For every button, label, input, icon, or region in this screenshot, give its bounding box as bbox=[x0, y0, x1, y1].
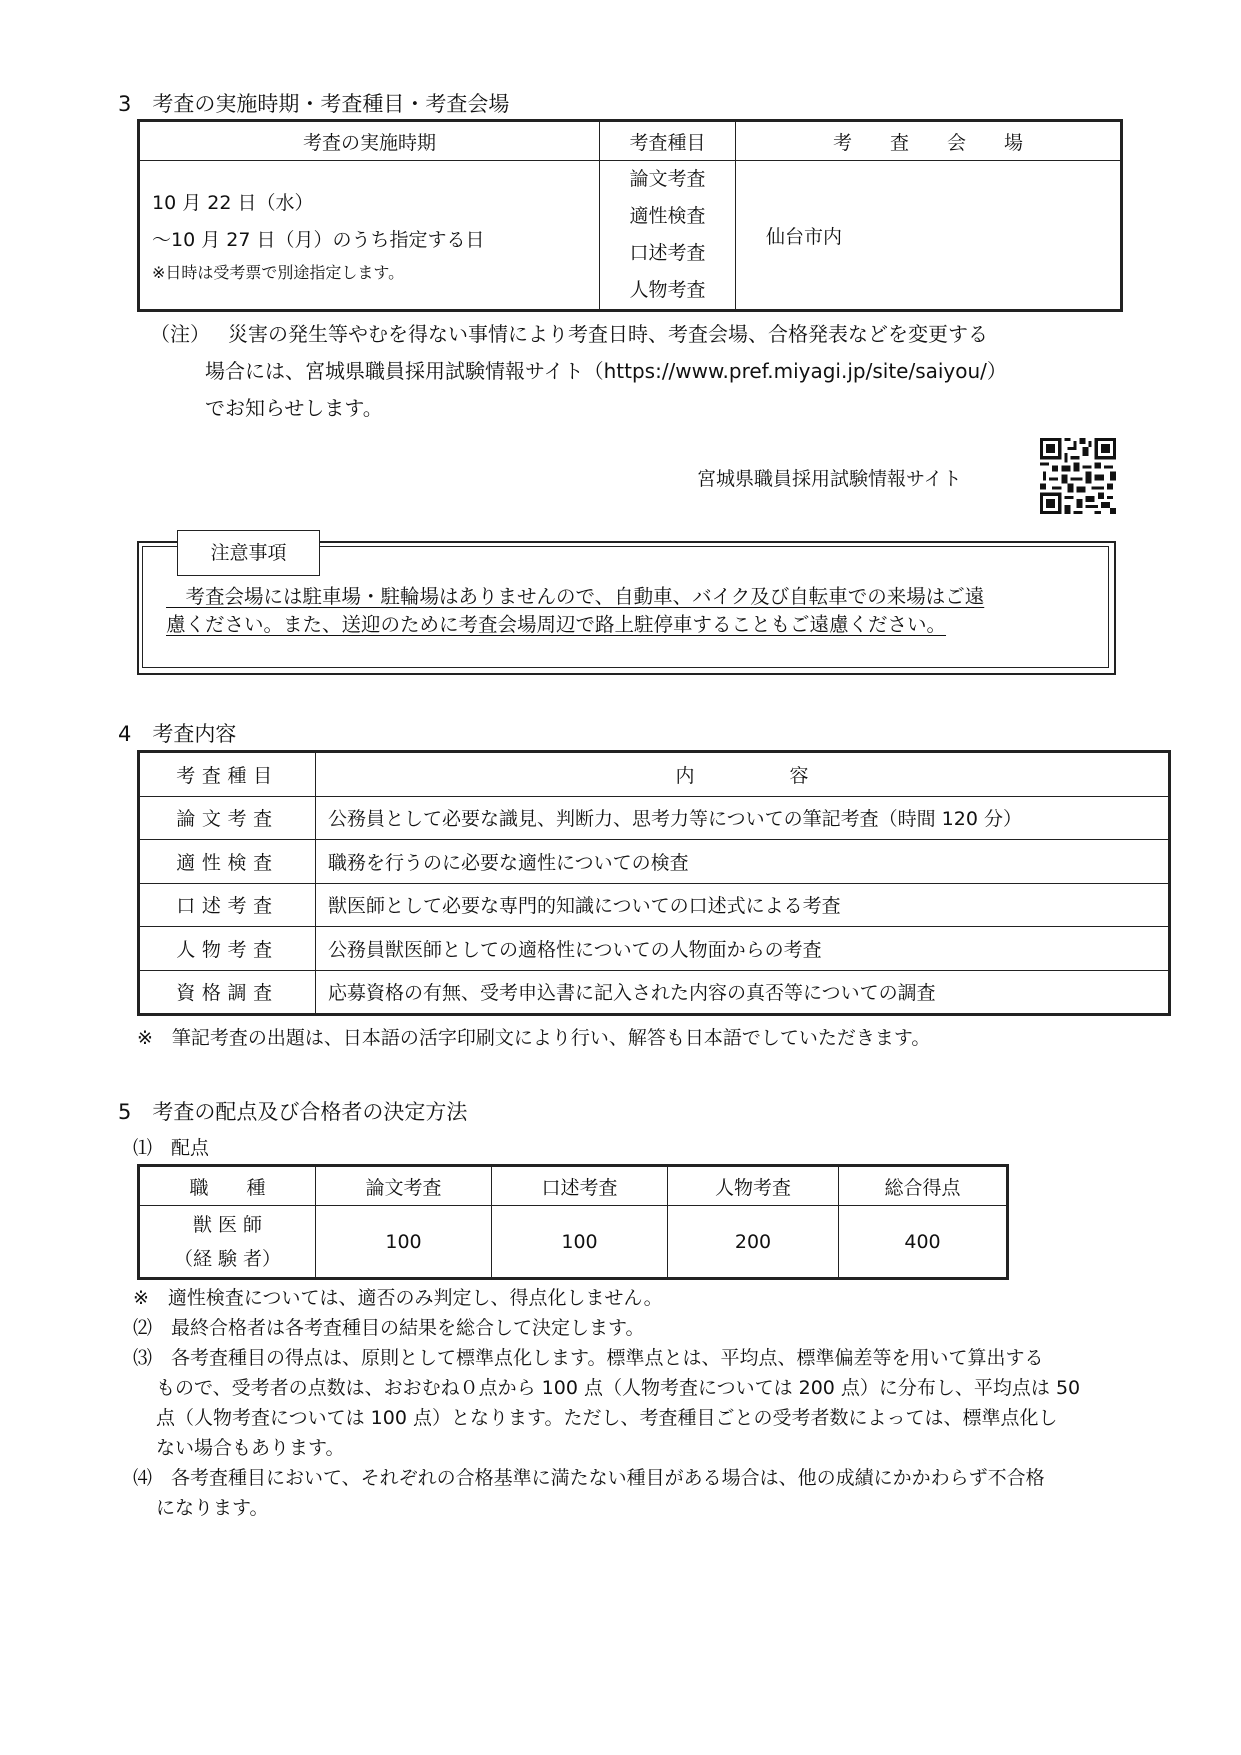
type-item: 論文考査 bbox=[629, 168, 706, 190]
row-type: 適性検査 bbox=[140, 840, 316, 884]
section-4-note: ※ 筆記考査の出題は、日本語の活字印刷文により行い、解答も日本語でしていただきます。 bbox=[137, 1027, 931, 1049]
site-caption: 宮城県職員採用試験情報サイト bbox=[697, 468, 962, 490]
notice-label: 注意事項 bbox=[177, 530, 320, 576]
row-type: 資格調査 bbox=[140, 970, 316, 1014]
score-oral: 100 bbox=[492, 1206, 668, 1278]
type-item: 適性検査 bbox=[629, 205, 706, 227]
period-note: ※日時は受考票で別途指定します。 bbox=[152, 262, 405, 282]
section-5-heading: 5 考査の配点及び合格者の決定方法 bbox=[118, 1100, 468, 1124]
score-personal: 200 bbox=[668, 1206, 839, 1278]
col-essay-header: 論文考査 bbox=[316, 1167, 492, 1206]
period-line1: 10 月 22 日（水） bbox=[152, 191, 314, 214]
period-cell bbox=[140, 161, 600, 310]
col-content-header: 内 容 bbox=[316, 753, 1169, 797]
type-item: 人物考査 bbox=[629, 279, 706, 301]
job-cell bbox=[140, 1206, 316, 1278]
col-period-header: 考査の実施時期 bbox=[140, 122, 600, 161]
note-line3: でお知らせします。 bbox=[205, 396, 383, 420]
table-row bbox=[140, 796, 1169, 840]
note-line2: 場合には、宮城県職員採用試験情報サイト（https://www.pref.miyagi.jp/site/saiyou/） bbox=[205, 359, 1007, 383]
qr-code-icon[interactable] bbox=[1040, 438, 1116, 514]
score-total: 400 bbox=[839, 1206, 1007, 1278]
paragraph-2: ⑵ 最終合格者は各考査種目の結果を総合して決定します。 bbox=[133, 1317, 645, 1339]
paragraph-3-line4: ない場合もあります。 bbox=[156, 1437, 345, 1459]
note-line1: 災害の発生等やむを得ない事情により考査日時、考査会場、合格発表などを変更する bbox=[228, 322, 988, 346]
notice-line2: 慮ください。また、送迎のために考査会場周辺で路上駐停車することもご遠慮ください。 bbox=[166, 613, 947, 636]
row-content: 公務員獣医師としての適格性についての人物面からの考査 bbox=[316, 927, 1169, 971]
row-content: 公務員として必要な識見、判断力、思考力等についての筆記考査（時間 120 分） bbox=[316, 796, 1169, 840]
row-content: 応募資格の有無、受考申込書に記入された内容の真否等についての調査 bbox=[316, 970, 1169, 1014]
col-total-header: 総合得点 bbox=[839, 1167, 1007, 1206]
sub-heading-1: ⑴ 配点 bbox=[133, 1137, 210, 1159]
row-content: 獣医師として必要な専門的知識についての口述式による考査 bbox=[316, 883, 1169, 927]
venue-cell: 仙台市内 bbox=[736, 161, 1121, 310]
job-line1: 獣 医 師 bbox=[192, 1213, 263, 1236]
table-row bbox=[140, 840, 1169, 884]
table-row bbox=[140, 970, 1169, 1014]
type-item: 口述考査 bbox=[629, 242, 706, 264]
paragraph-3-line2: もので、受考者の点数は、おおむね０点から 100 点（人物考査については 200 点）に分布し、平均点は 50 bbox=[156, 1377, 1081, 1399]
types-cell bbox=[600, 161, 736, 310]
paragraph-3-line1: ⑶ 各考査種目の得点は、原則として標準点化します。標準点とは、平均点、標準偏差等を用いて算出する bbox=[133, 1347, 1044, 1369]
section-3-heading: 3 考査の実施時期・考査種目・考査会場 bbox=[118, 92, 510, 116]
score-table bbox=[139, 1166, 1007, 1278]
score-note: ※ 適性検査については、適否のみ判定し、得点化しません。 bbox=[133, 1287, 663, 1309]
col-type-header: 考査種目 bbox=[140, 753, 316, 797]
row-content: 職務を行うのに必要な適性についての検査 bbox=[316, 840, 1169, 884]
row-type: 人物考査 bbox=[140, 927, 316, 971]
content-table bbox=[139, 752, 1169, 1014]
col-venue-header: 考 査 会 場 bbox=[736, 122, 1121, 161]
col-personal-header: 人物考査 bbox=[668, 1167, 839, 1206]
schedule-table bbox=[139, 121, 1121, 310]
table-row bbox=[140, 883, 1169, 927]
table-row bbox=[140, 1206, 1007, 1278]
table-row bbox=[140, 927, 1169, 971]
row-type: 口述考査 bbox=[140, 883, 316, 927]
col-job-header: 職 種 bbox=[140, 1167, 316, 1206]
notice-line1: 考査会場には駐車場・駐輪場はありませんので、自動車、バイク及び自転車での来場はご遠 bbox=[166, 585, 985, 608]
row-type: 論文考査 bbox=[140, 796, 316, 840]
paragraph-4-line1: ⑷ 各考査種目において、それぞれの合格基準に満たない種目がある場合は、他の成績にかかわらず不合格 bbox=[133, 1467, 1045, 1489]
period-line2: ～10 月 27 日（月）のうち指定する日 bbox=[152, 228, 485, 251]
score-essay: 100 bbox=[316, 1206, 492, 1278]
note-label: （注） bbox=[150, 322, 210, 346]
col-oral-header: 口述考査 bbox=[492, 1167, 668, 1206]
col-type-header: 考査種目 bbox=[600, 122, 736, 161]
paragraph-4-line2: になります。 bbox=[156, 1497, 269, 1519]
job-line2: （経 験 者） bbox=[173, 1247, 282, 1270]
paragraph-3-line3: 点（人物考査については 100 点）となります。ただし、考査種目ごとの受考者数によっては、標準点化し bbox=[156, 1407, 1058, 1429]
section-4-heading: 4 考査内容 bbox=[118, 722, 237, 746]
